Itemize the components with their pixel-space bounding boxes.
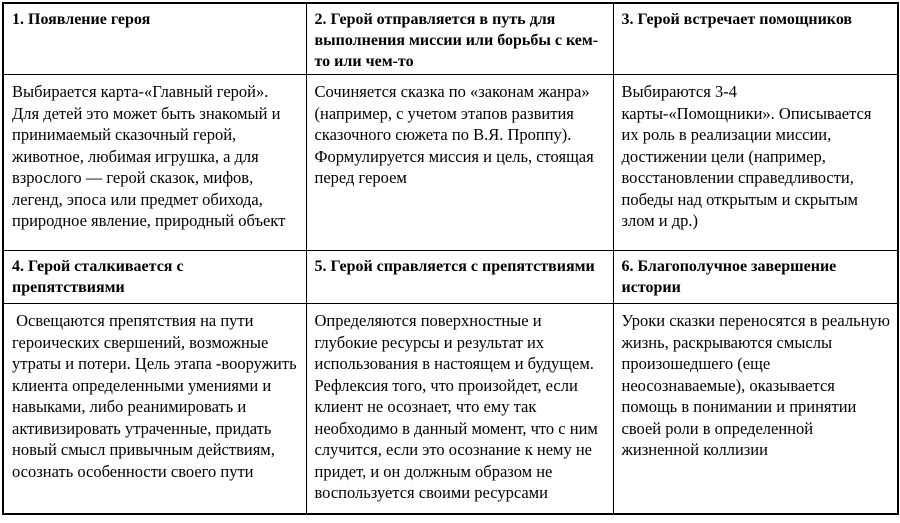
header-row-stages-1-3 — [3, 3, 898, 75]
stage-6-description-cell: Уроки сказки переносятся в реальную жизнь, раскрываются смыслы произошедшего (еще неосознаваемые), оказывается помощь в понимании и принятии своей роли в определенной жизненной коллизии — [613, 304, 898, 514]
stage-4-header-cell: 4. Герой сталкивается с препятствиями — [3, 251, 306, 304]
stage-1-description-cell: Выбирается карта-«Главный герой». Для детей это может быть знакомый и принимаемый сказочный герой, животное, любимая игрушка, а для взрослого — герой сказок, мифов, легенд, эпоса или предмет обихода, природное явление, природный объект — [3, 75, 306, 251]
stage-4-description-cell: Освещаются препятствия на пути героических свершений, возможные утраты и потери. Цель этапа -вооружить клиента определенными умениями и навыками, либо реанимировать и активизировать утраченные, придать новый смысл привычным действиям, осознать особенности своего пути — [3, 304, 306, 514]
stage-2-description-cell: Сочиняется сказка по «законам жанра» (например, с учетом этапов развития сказочного сюжета по В.Я. Проппу). Формулируется миссия и цель, стоящая перед героем — [306, 75, 613, 251]
stage-3-header-cell: 3. Герой встречает помощников — [613, 3, 898, 75]
stage-3-description-cell: Выбираются 3-4 карты-«Помощники». Описывается их роль в реализации миссии, достижении цели (например, восстановлении справедливости, победы над открытым и скрытым злом и др.) — [613, 75, 898, 251]
fairytale-stages-table — [2, 2, 899, 515]
description-row-stages-1-3 — [3, 75, 898, 251]
stage-2-header-cell: 2. Герой отправляется в путь для выполнения миссии или борьбы с кем-то или чем-то — [306, 3, 613, 75]
stage-5-description-cell: Определяются поверхностные и глубокие ресурсы и результат их использования в настоящем и будущем. Рефлексия того, что произойдет, если клиент не осознает, что ему так необходимо в данный момент, что с ним случится, если это осознание к нему не придет, и он должным образом не воспользуется своими ресурсами — [306, 304, 613, 514]
stage-5-header-cell: 5. Герой справляется с препятствиями — [306, 251, 613, 304]
stage-6-header-cell: 6. Благополучное завершение истории — [613, 251, 898, 304]
header-row-stages-4-6 — [3, 251, 898, 304]
description-row-stages-4-6 — [3, 304, 898, 514]
stage-1-header-cell: 1. Появление героя — [3, 3, 306, 75]
